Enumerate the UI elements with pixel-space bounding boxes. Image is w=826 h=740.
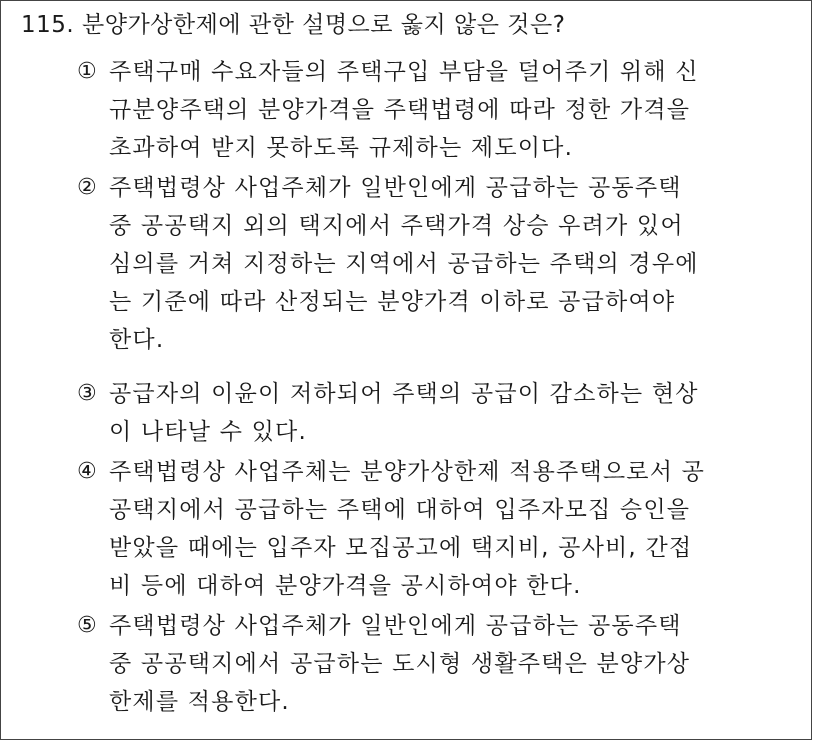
option-4-number: ④ (77, 459, 97, 484)
option-5-line-1: 주택법령상 사업주체가 일반인에게 공급하는 공동주택 (109, 613, 682, 639)
option-2-line-2: 중 공공택지 외의 택지에서 주택가격 상승 우려가 있어 (109, 213, 684, 239)
option-3-line-2: 이 나타날 수 있다. (109, 419, 307, 445)
option-4-line-2: 공택지에서 공급하는 주택에 대하여 입주자모집 승인을 (109, 497, 691, 523)
option-3-line-1: 공급자의 이윤이 저하되어 주택의 공급이 감소하는 현상 (109, 381, 699, 407)
option-2-line-3: 심의를 거쳐 지정하는 지역에서 공급하는 주택의 경우에 (109, 251, 699, 277)
option-1-line-1: 주택구매 수요자들의 주택구입 부담을 덜어주기 위해 신 (109, 59, 699, 85)
option-4-line-1: 주택법령상 사업주체는 분양가상한제 적용주택으로서 공 (109, 459, 706, 485)
option-2-line-5: 한다. (109, 327, 165, 353)
option-2-number: ② (77, 175, 97, 200)
option-5-line-2: 중 공공택지에서 공급하는 도시형 생활주택은 분양가상 (109, 651, 691, 677)
option-3-number: ③ (77, 381, 97, 406)
option-5-line-3: 한제를 적용한다. (109, 689, 290, 715)
question-title: 115. 분양가상한제에 관한 설명으로 옳지 않은 것은? (21, 12, 566, 38)
option-1-line-2: 규분양주택의 분양가격을 주택법령에 따라 정한 가격을 (109, 97, 691, 123)
option-1-number: ① (77, 59, 97, 84)
option-4-line-3: 받았을 때에는 입주자 모집공고에 택지비, 공사비, 간접 (109, 535, 693, 561)
option-2-line-1: 주택법령상 사업주체가 일반인에게 공급하는 공동주택 (109, 175, 682, 201)
option-1-line-3: 초과하여 받지 못하도록 규제하는 제도이다. (109, 135, 574, 161)
option-5-number: ⑤ (77, 613, 97, 638)
option-2-line-4: 는 기준에 따라 산정되는 분양가격 이하로 공급하여야 (109, 289, 676, 315)
option-4-line-4: 비 등에 대하여 분양가격을 공시하여야 한다. (109, 573, 582, 599)
